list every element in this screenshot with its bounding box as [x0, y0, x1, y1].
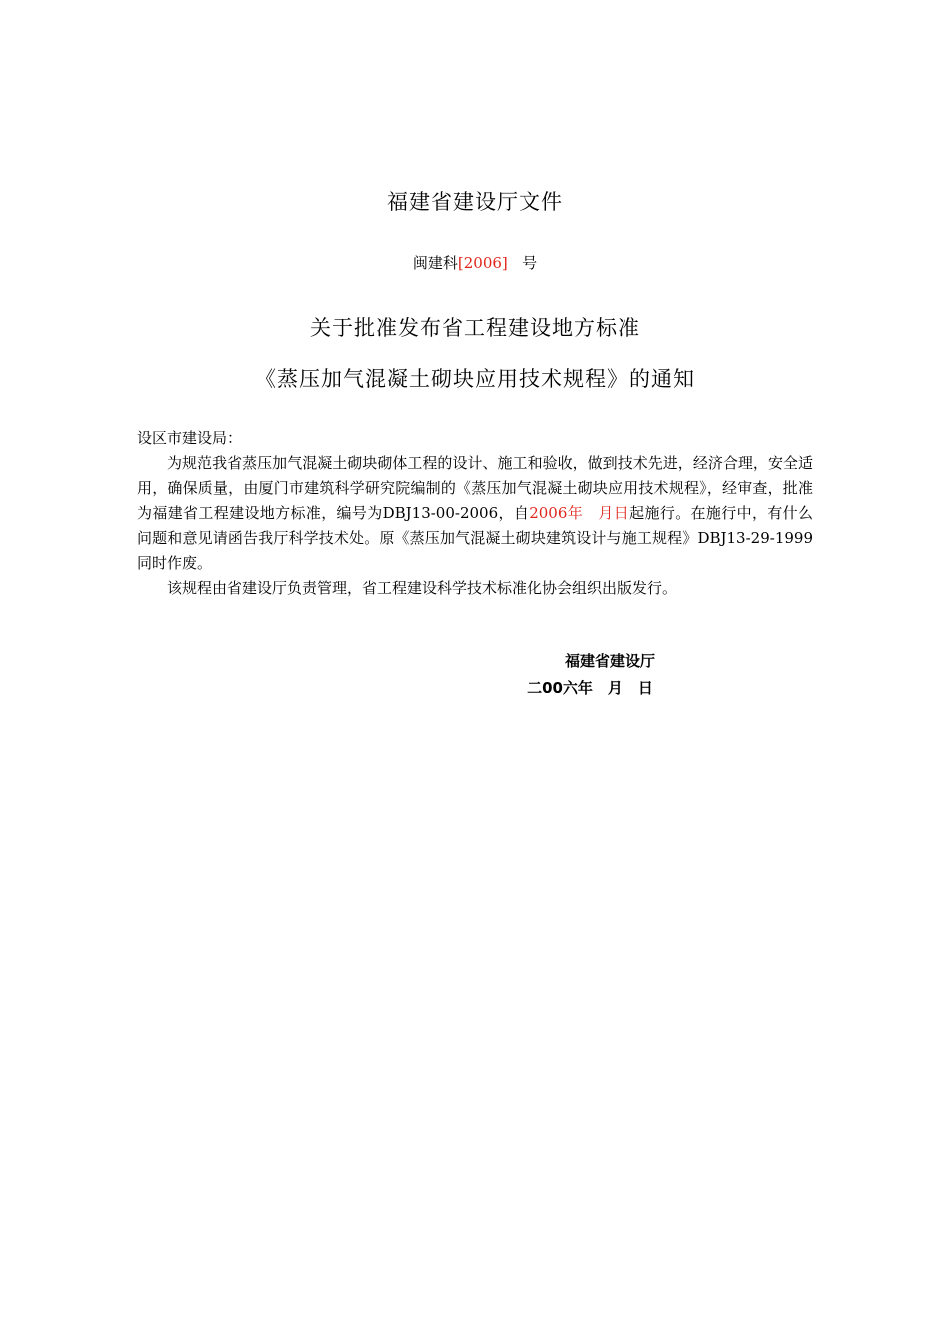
addressee: 设区市建设局： — [137, 429, 243, 447]
body-paragraph-1 — [137, 451, 813, 576]
doc-number-suffix: 号 — [522, 254, 538, 272]
paragraph1-text-b: 起施行。在施行中，有什么问题和意见请函告我厅科学技术处。原《蒸压加气混凝土砌块建筑设计与施工规程》DBJ13-29-1999同时作废。 — [137, 504, 813, 572]
signature-date: 二00六年 月 日 — [527, 679, 653, 697]
document-title: 福建省建设厅文件 — [387, 190, 563, 214]
paragraph1-text-a: 为规范我省蒸压加气混凝土砌块砌体工程的设计、施工和验收，做到技术先进，经济合理，安全适用，确保质量，由厦门市建筑科学研究院编制的《蒸压加气混凝土砌块应用技术规程》，经审查，批准为福建省工程建设地方标准，编号为DBJ13-00-2006，自 — [137, 454, 813, 522]
document-number — [0, 252, 950, 273]
notice-heading-line1: 关于批准发布省工程建设地方标准 — [310, 316, 640, 340]
notice-heading-line2: 《蒸压加气混凝土砌块应用技术规程》的通知 — [255, 367, 695, 391]
body-paragraph-2: 该规程由省建设厅负责管理，省工程建设科学技术标准化协会组织出版发行。 — [167, 579, 678, 597]
doc-number-prefix: 闽建科 — [412, 254, 458, 272]
effective-date-red: 2006年 月日 — [529, 504, 630, 522]
signer: 福建省建设厅 — [564, 652, 655, 670]
doc-number-year: [2006] — [457, 254, 508, 272]
